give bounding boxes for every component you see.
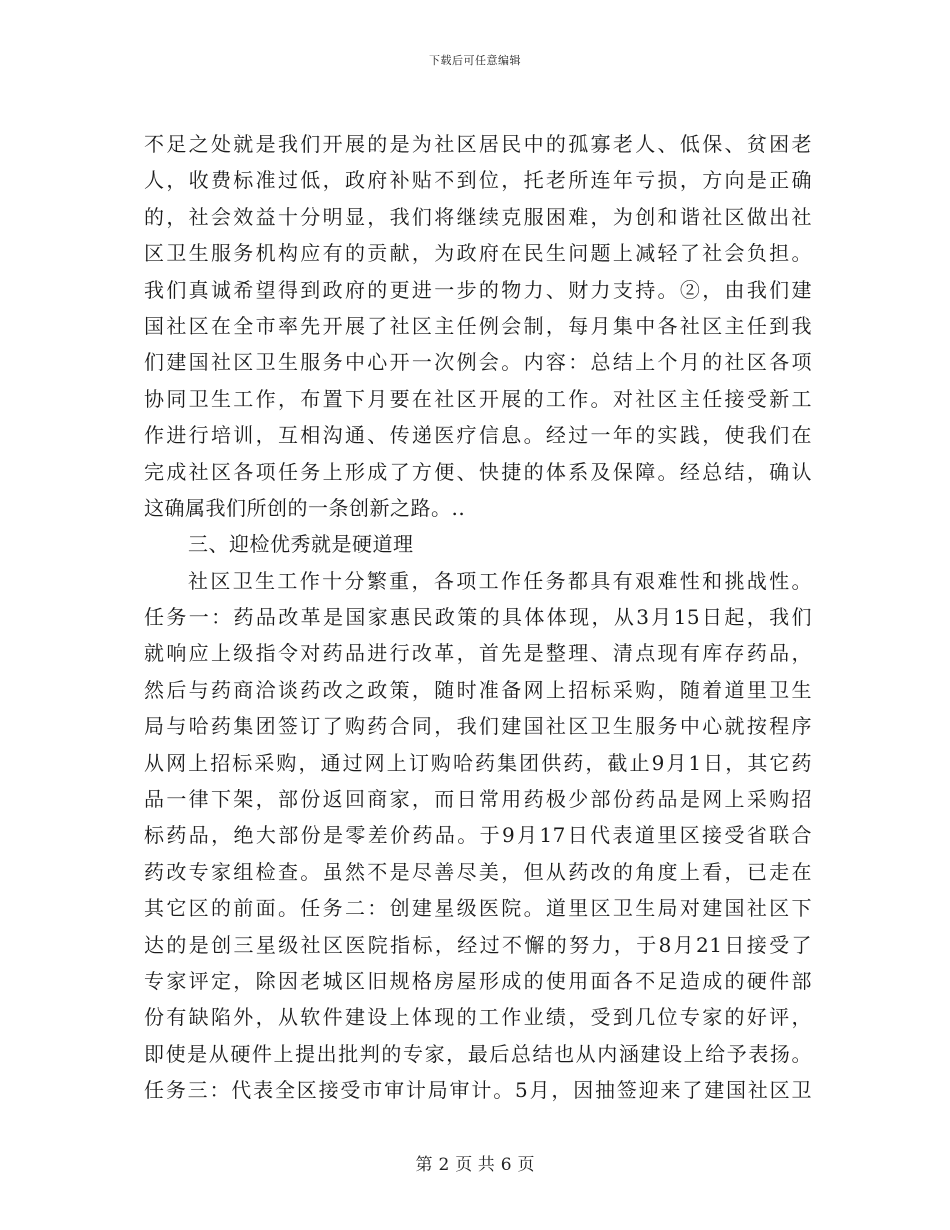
text-line: 协同卫生工作，布置下月要在社区开展的工作。对社区主任接受新工 xyxy=(144,386,812,411)
text-line: 这确属我们所创的一条创新之路。.. xyxy=(144,495,466,520)
page-header: 下载后可任意编辑 xyxy=(429,54,521,67)
text-line: 作进行培训，互相沟通、传递医疗信息。经过一年的实践，使我们在 xyxy=(144,423,812,448)
text-line: 完成社区各项任务上形成了方便、快捷的体系及保障。经总结，确认 xyxy=(144,459,812,484)
page-total: 6 xyxy=(500,1155,512,1175)
text-line: 药改专家组检查。虽然不是尽善尽美，但从药改的角度上看，已走在 xyxy=(144,859,812,884)
section-heading: 三、迎检优秀就是硬道理 xyxy=(188,532,414,557)
document-body xyxy=(144,126,812,1109)
text-line: 从网上招标采购，通过网上订购哈药集团供药，截止9月1日，其它药 xyxy=(144,750,812,775)
footer-middle: 页 共 xyxy=(455,1155,495,1175)
text-line: 标药品，绝大部份是零差价药品。于9月17日代表道里区接受省联合 xyxy=(144,823,812,848)
page-footer xyxy=(0,1150,950,1175)
text-line: 局与哈药集团签订了购药合同，我们建国社区卫生服务中心就按程序 xyxy=(144,714,812,739)
text-line: 国社区在全市率先开展了社区主任例会制，每月集中各社区主任到我 xyxy=(144,313,812,338)
text-line: 的，社会效益十分明显，我们将继续克服困难，为创和谐社区做出社 xyxy=(144,204,812,229)
text-line: 品一律下架，部份返回商家，而日常用药极少部份药品是网上采购招 xyxy=(144,787,812,812)
text-line: 任务一：药品改革是国家惠民政策的具体体现，从3月15日起，我们 xyxy=(144,605,812,630)
text-line: 我们真诚希望得到政府的更进一步的物力、财力支持。②，由我们建 xyxy=(144,277,812,302)
text-line: 份有缺陷外，从软件建设上体现的工作业绩，受到几位专家的好评， xyxy=(144,1005,812,1030)
text-line: 即使是从硬件上提出批判的专家，最后总结也从内涵建设上给予表扬。 xyxy=(144,1041,812,1066)
page-number: 2 xyxy=(438,1155,450,1175)
text-line: 不足之处就是我们开展的是为社区居民中的孤寡老人、低保、贫困老 xyxy=(144,132,812,156)
text-line: 社区卫生工作十分繁重，各项工作任务都具有艰难性和挑战性。 xyxy=(188,568,812,593)
text-line: 人，收费标准过低，政府补贴不到位，托老所连年亏损，方向是正确 xyxy=(144,168,812,193)
text-line: 专家评定，除因老城区旧规格房屋形成的使用面各不足造成的硬件部 xyxy=(144,968,812,993)
text-line: 区卫生服务机构应有的贡献，为政府在民生问题上减轻了社会负担。 xyxy=(144,241,812,266)
text-line: 然后与药商洽谈药改之政策，随时准备网上招标采购，随着道里卫生 xyxy=(144,677,812,702)
footer-suffix: 页 xyxy=(517,1155,535,1175)
text-line: 们建国社区卫生服务中心开一次例会。内容：总结上个月的社区各项 xyxy=(144,350,812,375)
text-line: 达的是创三星级社区医院指标，经过不懈的努力，于8月21日接受了 xyxy=(144,932,812,957)
footer-prefix: 第 xyxy=(415,1155,433,1175)
text-line: 任务三：代表全区接受市审计局审计。5月，因抽签迎来了建国社区卫 xyxy=(144,1078,812,1103)
text-line: 其它区的前面。任务二：创建星级医院。道里区卫生局对建国社区下 xyxy=(144,896,812,921)
text-line: 就响应上级指令对药品进行改革，首先是整理、清点现有库存药品， xyxy=(144,641,812,666)
